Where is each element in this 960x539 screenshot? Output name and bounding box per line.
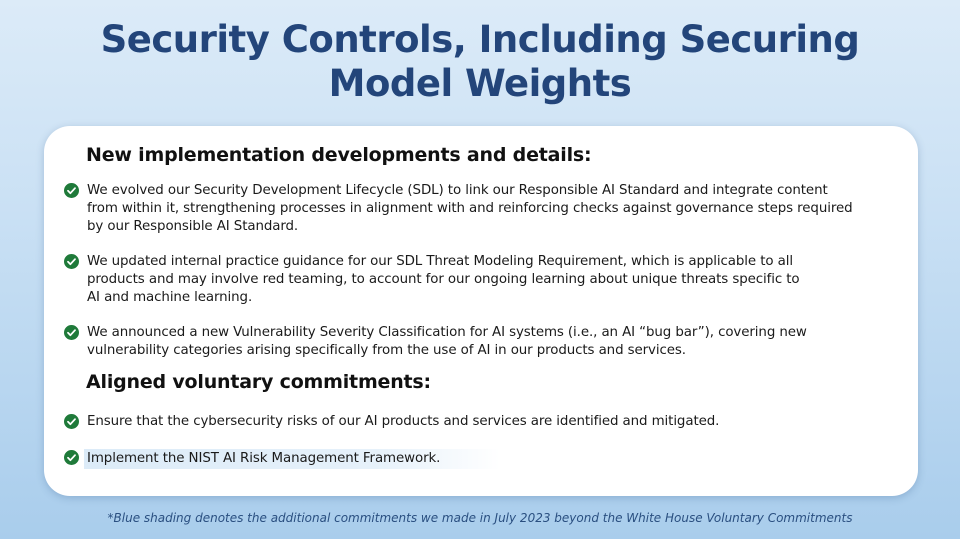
- list-item-line: Implement the NIST AI Risk Management Framework.: [87, 451, 441, 466]
- list-item-line: Ensure that the cybersecurity risks of our AI products and services are identified and mitigated.: [87, 414, 720, 429]
- check-circle-icon: [64, 183, 79, 198]
- list-item-line: from within it, strengthening processes in alignment with and reinforcing checks against governance steps required: [87, 201, 853, 216]
- list-item-line: We evolved our Security Development Lifecycle (SDL) to link our Responsible AI Standard and integrate content: [87, 183, 828, 198]
- list-item-text: [87, 413, 719, 431]
- page-title-line-1: Security Controls, Including Securing: [100, 18, 860, 61]
- list-item-text: [87, 324, 807, 360]
- shaded-commitment-text: [84, 449, 500, 469]
- list-item: [64, 324, 884, 360]
- list-item-shaded: [64, 449, 884, 469]
- content-card: [44, 126, 918, 496]
- footnote: *Blue shading denotes the additional commitments we made in July 2023 beyond the White House Voluntary Commitments: [107, 511, 853, 525]
- list-item-line: AI and machine learning.: [87, 290, 253, 305]
- section-heading-new-developments: New implementation developments and details:: [86, 144, 592, 166]
- list-item: [64, 253, 884, 307]
- list-item-line: We updated internal practice guidance for our SDL Threat Modeling Requirement, which is applicable to all: [87, 254, 793, 269]
- check-circle-icon: [64, 450, 79, 465]
- check-circle-icon: [64, 325, 79, 340]
- section-heading-aligned-commitments: Aligned voluntary commitments:: [86, 371, 431, 393]
- list-item-line: by our Responsible AI Standard.: [87, 219, 299, 234]
- list-item-text: [87, 253, 800, 307]
- list-item: [64, 182, 884, 236]
- page-title-line-2: Model Weights: [328, 62, 632, 105]
- list-item-line: products and may involve red teaming, to account for our ongoing learning about unique threats specific to: [87, 272, 800, 287]
- list-item-line: We announced a new Vulnerability Severity Classification for AI systems (i.e., an AI “bug bar”), covering new: [87, 325, 807, 340]
- check-circle-icon: [64, 254, 79, 269]
- check-circle-icon: [64, 414, 79, 429]
- list-item-line: vulnerability categories arising specifically from the use of AI in our products and services.: [87, 343, 686, 358]
- list-item: [64, 413, 884, 431]
- page-title: [0, 18, 960, 106]
- list-item-text: [87, 182, 853, 236]
